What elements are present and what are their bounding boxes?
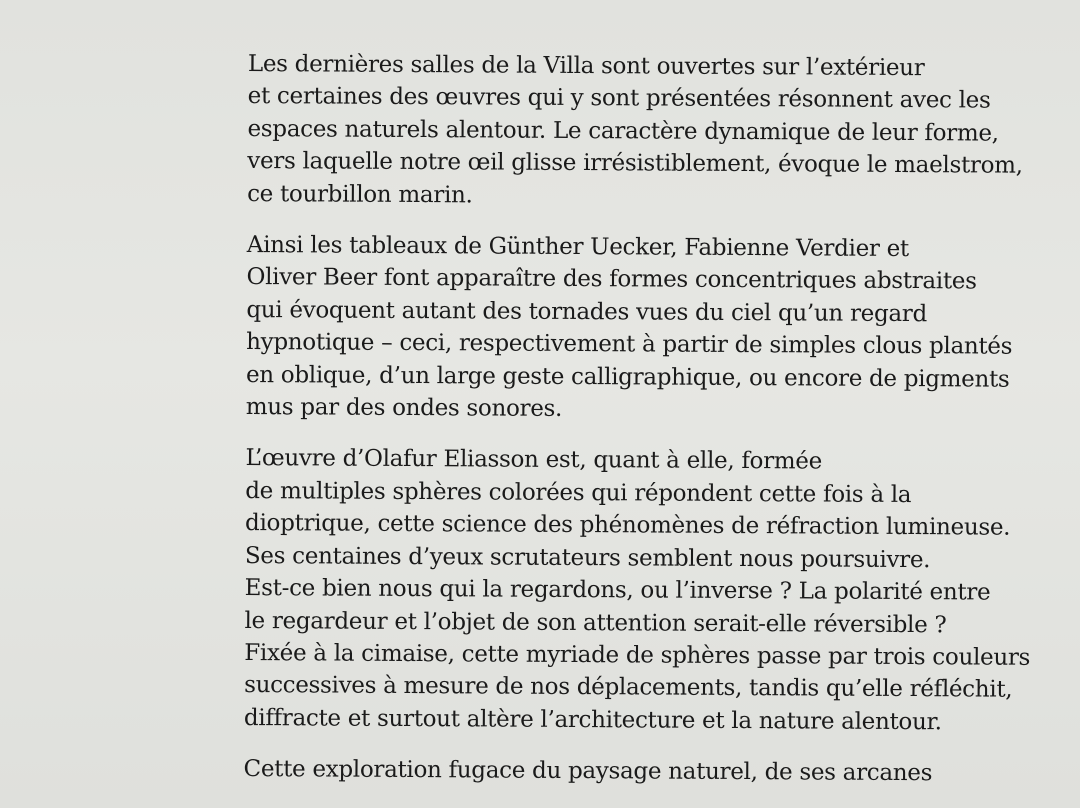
text-line: Ses centaines d’yeux scrutateurs semblent nous poursuivre. <box>244 542 931 573</box>
text-line: le regardeur et l’objet de son attention serait-elle réversible ? <box>244 607 947 638</box>
text-line: Est-ce bien nous qui la regardons, ou l’inverse ? La polarité entre <box>244 575 991 606</box>
text-line: vers laquelle notre œil glisse irrésistiblement, évoque le maelstrom, <box>247 148 1023 179</box>
text-line: mus par des ondes sonores. <box>245 394 563 422</box>
text-line: Les dernières salles de la Villa sont ouvertes sur l’extérieur <box>247 50 925 82</box>
text-line: Cette exploration fugace du paysage naturel, de ses arcanes <box>243 756 933 787</box>
text-line: et certaines des œuvres qui y sont présentées résonnent avec les <box>247 83 991 114</box>
text-line: qui évoquent autant des tornades vues du ciel qu’un regard <box>246 296 928 327</box>
text-line: ce tourbillon marin. <box>247 180 473 208</box>
text-line: dioptrique, cette science des phénomènes de réfraction lumineuse. <box>245 510 1011 541</box>
text-line: Fixée à la cimaise, cette myriade de sphères passe par trois couleurs <box>244 639 1031 671</box>
wall-text <box>243 48 1048 808</box>
text-line: Oliver Beer font apparaître des formes concentriques abstraites <box>246 264 977 295</box>
text-line: de multiples sphères colorées qui répondent cette fois à la <box>245 477 912 508</box>
paragraph-2 <box>246 229 1047 428</box>
text-line: diffracte et surtout altère l’architecture et la nature alentour. <box>243 704 942 735</box>
text-line: successives à mesure de nos déplacements, tandis qu’elle réfléchit, <box>244 672 1013 703</box>
paragraph-1 <box>247 48 1048 215</box>
paragraph-3 <box>244 442 1046 739</box>
text-line: hypnotique – ceci, respectivement à partir de simples clous plantés <box>246 329 1013 360</box>
text-line: L’œuvre d’Olafur Eliasson est, quant à elle, formée <box>245 445 823 475</box>
paragraph-4 <box>243 753 1043 790</box>
text-line: Ainsi les tableaux de Günther Uecker, Fabienne Verdier et <box>246 232 909 263</box>
text-line: espaces naturels alentour. Le caractère dynamique de leur forme, <box>247 115 999 147</box>
text-line: en oblique, d’un large geste calligraphique, ou encore de pigments <box>245 361 1010 393</box>
